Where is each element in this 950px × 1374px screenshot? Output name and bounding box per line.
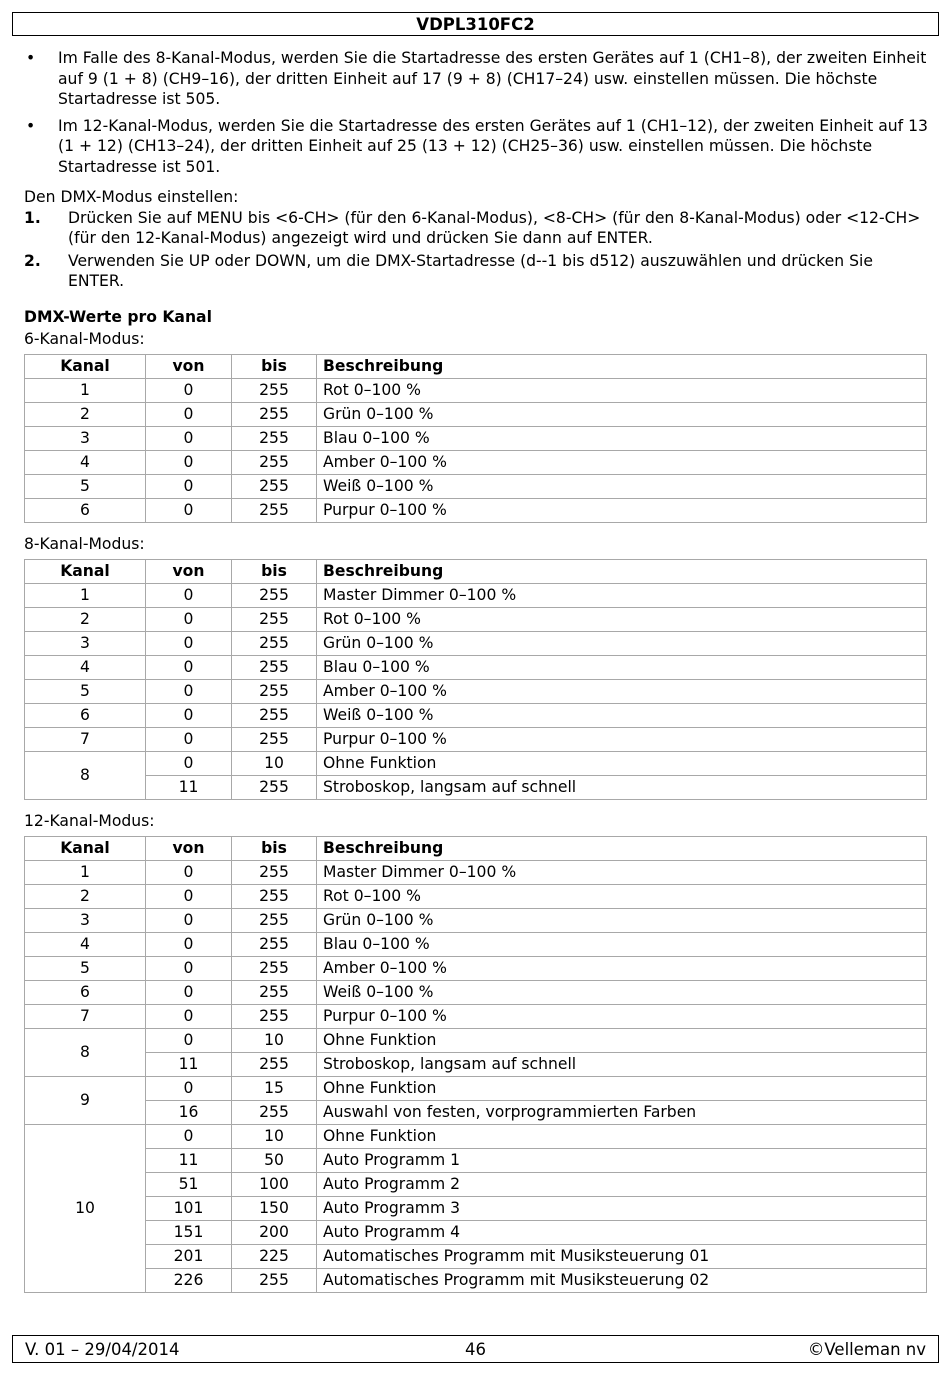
- cell-beschreibung: Amber 0–100 %: [317, 956, 927, 980]
- cell-beschreibung: Grün 0–100 %: [317, 402, 927, 426]
- cell-bis: 10: [232, 1028, 317, 1052]
- table-row: [25, 751, 927, 775]
- cell-bis: 255: [232, 498, 317, 522]
- cell-kanal: 7: [25, 1004, 146, 1028]
- cell-beschreibung: Auto Programm 2: [317, 1172, 927, 1196]
- table-row: [25, 631, 927, 655]
- cell-bis: 255: [232, 450, 317, 474]
- table-section-6ch: [24, 328, 928, 523]
- cell-bis: 255: [232, 426, 317, 450]
- table-row: [25, 498, 927, 522]
- cell-bis: 255: [232, 980, 317, 1004]
- cell-beschreibung: Blau 0–100 %: [317, 655, 927, 679]
- header-von: von: [146, 836, 232, 860]
- cell-kanal: 2: [25, 607, 146, 631]
- cell-kanal: 3: [25, 426, 146, 450]
- cell-beschreibung: Auswahl von festen, vorprogrammierten Farben: [317, 1100, 927, 1124]
- bullet-icon: •: [26, 49, 36, 67]
- table-row: [25, 1100, 927, 1124]
- cell-bis: 255: [232, 860, 317, 884]
- cell-kanal: 6: [25, 498, 146, 522]
- cell-beschreibung: Stroboskop, langsam auf schnell: [317, 1052, 927, 1076]
- table-row: [25, 655, 927, 679]
- cell-beschreibung: Automatisches Programm mit Musiksteuerung 02: [317, 1268, 927, 1292]
- bullet-text: Im Falle des 8-Kanal-Modus, werden Sie die Startadresse des ersten Gerätes auf 1 (CH1–8), der zweiten Einheit auf 9 (1 + 8) (CH9–16), der dritten Einheit auf 17 (9 + 8) (CH17–24) usw. einstellen müssen. Die höchste Startadresse ist 505.: [58, 49, 927, 108]
- cell-von: 0: [146, 679, 232, 703]
- cell-von: 16: [146, 1100, 232, 1124]
- cell-bis: 200: [232, 1220, 317, 1244]
- table-row: [25, 1172, 927, 1196]
- footer-page-number: 46: [465, 1340, 486, 1359]
- table-row: [25, 1196, 927, 1220]
- table-row: [25, 956, 927, 980]
- dmx-table-12ch: [24, 836, 927, 1293]
- page-footer: [12, 1335, 939, 1363]
- cell-beschreibung: Amber 0–100 %: [317, 679, 927, 703]
- cell-bis: 225: [232, 1244, 317, 1268]
- table-row: [25, 474, 927, 498]
- cell-beschreibung: Weiß 0–100 %: [317, 703, 927, 727]
- cell-von: 51: [146, 1172, 232, 1196]
- cell-beschreibung: Grün 0–100 %: [317, 631, 927, 655]
- table-row: [25, 583, 927, 607]
- table-row: [25, 884, 927, 908]
- cell-bis: 255: [232, 583, 317, 607]
- cell-kanal: 6: [25, 703, 146, 727]
- cell-beschreibung: Purpur 0–100 %: [317, 498, 927, 522]
- cell-beschreibung: Auto Programm 4: [317, 1220, 927, 1244]
- dmx-table-8ch: [24, 559, 927, 800]
- cell-bis: 255: [232, 884, 317, 908]
- header-bis: bis: [232, 559, 317, 583]
- header-beschreibung: Beschreibung: [317, 354, 927, 378]
- mode-label: 12-Kanal-Modus:: [24, 811, 155, 830]
- cell-beschreibung: Master Dimmer 0–100 %: [317, 583, 927, 607]
- cell-von: 0: [146, 607, 232, 631]
- cell-kanal: 1: [25, 378, 146, 402]
- table-header-row: [25, 559, 927, 583]
- document-title: VDPL310FC2: [416, 15, 535, 34]
- cell-beschreibung: Ohne Funktion: [317, 751, 927, 775]
- step-number: 2.: [24, 251, 41, 270]
- cell-beschreibung: Amber 0–100 %: [317, 450, 927, 474]
- cell-bis: 255: [232, 631, 317, 655]
- header-kanal: Kanal: [25, 836, 146, 860]
- cell-bis: 150: [232, 1196, 317, 1220]
- cell-beschreibung: Weiß 0–100 %: [317, 474, 927, 498]
- cell-kanal: 5: [25, 679, 146, 703]
- cell-beschreibung: Auto Programm 1: [317, 1148, 927, 1172]
- header-bis: bis: [232, 836, 317, 860]
- table-row: [25, 908, 927, 932]
- cell-von: 11: [146, 1052, 232, 1076]
- step-item: [24, 251, 928, 292]
- header-bis: bis: [232, 354, 317, 378]
- address-notes-list: [24, 48, 928, 177]
- table-row: [25, 1148, 927, 1172]
- cell-kanal: 4: [25, 450, 146, 474]
- table-header-row: [25, 836, 927, 860]
- table-row: [25, 450, 927, 474]
- cell-von: 0: [146, 860, 232, 884]
- cell-von: 201: [146, 1244, 232, 1268]
- cell-von: 0: [146, 932, 232, 956]
- cell-von: 0: [146, 703, 232, 727]
- cell-bis: 255: [232, 474, 317, 498]
- cell-von: 0: [146, 1004, 232, 1028]
- cell-kanal: 4: [25, 932, 146, 956]
- cell-beschreibung: Grün 0–100 %: [317, 908, 927, 932]
- cell-bis: 255: [232, 727, 317, 751]
- cell-kanal: 7: [25, 727, 146, 751]
- step-number: 1.: [24, 208, 41, 227]
- cell-von: 0: [146, 727, 232, 751]
- cell-beschreibung: Ohne Funktion: [317, 1076, 927, 1100]
- header-beschreibung: Beschreibung: [317, 836, 927, 860]
- cell-beschreibung: Master Dimmer 0–100 %: [317, 860, 927, 884]
- table-row: [25, 679, 927, 703]
- cell-kanal: 6: [25, 980, 146, 1004]
- cell-bis: 255: [232, 775, 317, 799]
- table-row: [25, 703, 927, 727]
- table-row: [25, 378, 927, 402]
- table-row: [25, 402, 927, 426]
- table-row: [25, 1268, 927, 1292]
- page-content: [24, 48, 928, 1303]
- cell-beschreibung: Ohne Funktion: [317, 1028, 927, 1052]
- page-header: [12, 12, 939, 36]
- table-row: [25, 860, 927, 884]
- cell-von: 226: [146, 1268, 232, 1292]
- table-section-12ch: [24, 810, 928, 1293]
- table-section-8ch: [24, 533, 928, 800]
- footer-copyright: ©Velleman nv: [807, 1340, 926, 1359]
- cell-beschreibung: Stroboskop, langsam auf schnell: [317, 775, 927, 799]
- cell-bis: 255: [232, 908, 317, 932]
- cell-kanal: 8: [25, 1028, 146, 1076]
- cell-bis: 255: [232, 655, 317, 679]
- table-row: [25, 426, 927, 450]
- cell-von: 0: [146, 474, 232, 498]
- table-row: [25, 1124, 927, 1148]
- cell-kanal: 2: [25, 884, 146, 908]
- cell-kanal: 3: [25, 908, 146, 932]
- cell-von: 0: [146, 1124, 232, 1148]
- cell-von: 0: [146, 402, 232, 426]
- section-title: DMX-Werte pro Kanal: [24, 307, 212, 326]
- dmx-setup-intro: Den DMX-Modus einstellen:: [24, 188, 239, 206]
- table-row: [25, 1076, 927, 1100]
- table-header-row: [25, 354, 927, 378]
- cell-von: 0: [146, 884, 232, 908]
- cell-bis: 255: [232, 607, 317, 631]
- cell-von: 0: [146, 1076, 232, 1100]
- cell-von: 0: [146, 583, 232, 607]
- cell-kanal: 2: [25, 402, 146, 426]
- cell-beschreibung: Blau 0–100 %: [317, 426, 927, 450]
- cell-beschreibung: Weiß 0–100 %: [317, 980, 927, 1004]
- cell-von: 0: [146, 908, 232, 932]
- cell-kanal: 10: [25, 1124, 146, 1292]
- cell-von: 0: [146, 956, 232, 980]
- cell-beschreibung: Purpur 0–100 %: [317, 1004, 927, 1028]
- cell-von: 0: [146, 378, 232, 402]
- bullet-text: Im 12-Kanal-Modus, werden Sie die Startadresse des ersten Gerätes auf 1 (CH1–12), der zweiten Einheit auf 13 (1 + 12) (CH13–24), der dritten Einheit auf 25 (13 + 12) (CH25–36) usw. einstellen müssen. Die höchste Startadresse ist 501.: [58, 116, 928, 176]
- cell-bis: 255: [232, 402, 317, 426]
- step-item: [24, 208, 928, 249]
- cell-kanal: 1: [25, 860, 146, 884]
- cell-von: 0: [146, 631, 232, 655]
- table-row: [25, 1052, 927, 1076]
- list-item: [24, 116, 928, 178]
- cell-von: 0: [146, 980, 232, 1004]
- cell-von: 11: [146, 775, 232, 799]
- header-von: von: [146, 354, 232, 378]
- cell-bis: 255: [232, 703, 317, 727]
- cell-beschreibung: Rot 0–100 %: [317, 884, 927, 908]
- cell-bis: 255: [232, 679, 317, 703]
- table-row: [25, 1028, 927, 1052]
- cell-von: 0: [146, 751, 232, 775]
- dmx-setup-steps: [24, 208, 928, 292]
- table-row: [25, 775, 927, 799]
- footer-version: V. 01 – 29/04/2014: [25, 1340, 180, 1359]
- cell-beschreibung: Rot 0–100 %: [317, 607, 927, 631]
- cell-bis: 10: [232, 1124, 317, 1148]
- cell-bis: 255: [232, 932, 317, 956]
- step-text: Drücken Sie auf MENU bis <6-CH> (für den 6-Kanal-Modus), <8-CH> (für den 8-Kanal-Modus) oder <12-CH> (für den 12-Kanal-Modus) angezeigt wird und drücken Sie dann auf ENTER.: [68, 208, 921, 247]
- cell-bis: 255: [232, 1052, 317, 1076]
- cell-kanal: 5: [25, 474, 146, 498]
- cell-von: 0: [146, 1028, 232, 1052]
- list-item: [24, 48, 928, 110]
- cell-bis: 50: [232, 1148, 317, 1172]
- table-row: [25, 980, 927, 1004]
- cell-kanal: 9: [25, 1076, 146, 1124]
- cell-beschreibung: Automatisches Programm mit Musiksteuerung 01: [317, 1244, 927, 1268]
- cell-kanal: 3: [25, 631, 146, 655]
- cell-kanal: 8: [25, 751, 146, 799]
- cell-bis: 15: [232, 1076, 317, 1100]
- cell-bis: 255: [232, 1100, 317, 1124]
- header-von: von: [146, 559, 232, 583]
- cell-bis: 255: [232, 956, 317, 980]
- table-row: [25, 1004, 927, 1028]
- cell-beschreibung: Purpur 0–100 %: [317, 727, 927, 751]
- cell-von: 0: [146, 498, 232, 522]
- cell-von: 101: [146, 1196, 232, 1220]
- cell-bis: 255: [232, 1268, 317, 1292]
- header-beschreibung: Beschreibung: [317, 559, 927, 583]
- cell-von: 0: [146, 450, 232, 474]
- cell-von: 0: [146, 655, 232, 679]
- bullet-icon: •: [26, 116, 36, 135]
- cell-bis: 10: [232, 751, 317, 775]
- header-kanal: Kanal: [25, 354, 146, 378]
- table-row: [25, 607, 927, 631]
- mode-label: 6-Kanal-Modus:: [24, 329, 145, 348]
- header-kanal: Kanal: [25, 559, 146, 583]
- cell-bis: 255: [232, 1004, 317, 1028]
- mode-label: 8-Kanal-Modus:: [24, 534, 145, 553]
- table-row: [25, 1244, 927, 1268]
- cell-bis: 100: [232, 1172, 317, 1196]
- cell-beschreibung: Ohne Funktion: [317, 1124, 927, 1148]
- step-text: Verwenden Sie UP oder DOWN, um die DMX-Startadresse (d--1 bis d512) auszuwählen und drücken Sie ENTER.: [68, 251, 873, 290]
- table-row: [25, 727, 927, 751]
- cell-beschreibung: Rot 0–100 %: [317, 378, 927, 402]
- cell-kanal: 5: [25, 956, 146, 980]
- cell-bis: 255: [232, 378, 317, 402]
- cell-kanal: 1: [25, 583, 146, 607]
- table-row: [25, 1220, 927, 1244]
- table-row: [25, 932, 927, 956]
- cell-von: 151: [146, 1220, 232, 1244]
- cell-beschreibung: Blau 0–100 %: [317, 932, 927, 956]
- dmx-table-6ch: [24, 354, 927, 523]
- cell-beschreibung: Auto Programm 3: [317, 1196, 927, 1220]
- cell-von: 0: [146, 426, 232, 450]
- cell-von: 11: [146, 1148, 232, 1172]
- cell-kanal: 4: [25, 655, 146, 679]
